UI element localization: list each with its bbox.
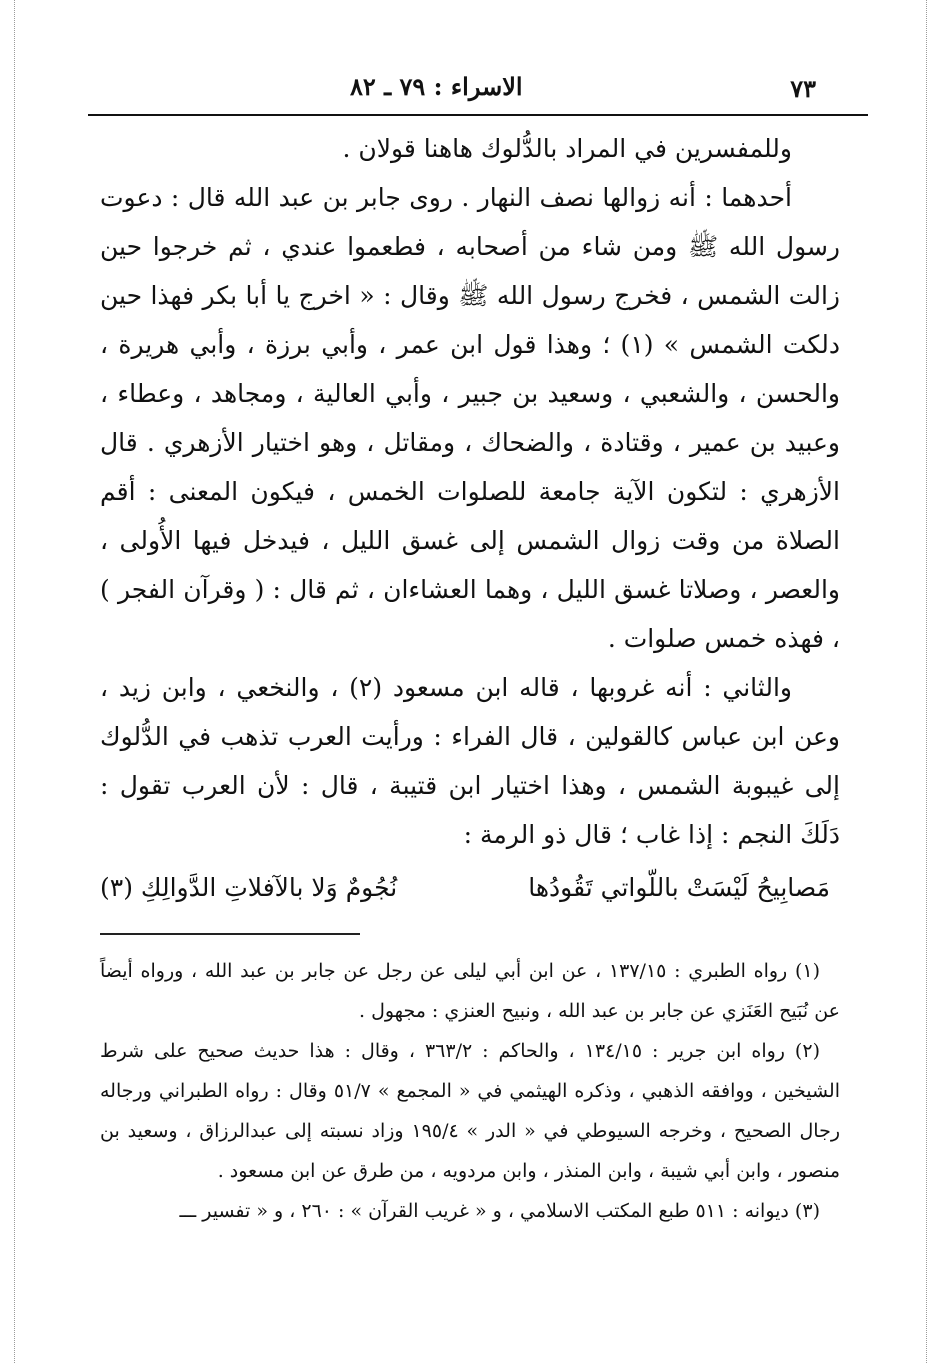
footnote-separator (100, 933, 360, 935)
footnote-separator-wrap (100, 933, 840, 935)
first-opinion-paragraph: أحدهما : أنه زوالها نصف النهار . روى جابر بن عبد الله قال : دعوت رسول الله ﷺ ومن شاء من أصحابه ، فطعموا عندي ، ثم خرجوا حين زالت الشمس ، فخرج رسول الله ﷺ وقال : « اخرج يا أبا بكر فهذا حين دلكت الشمس » (١) ؛ وهذا قول ابن عمر ، وأبي برزة ، وأبي هريرة ، والحسن ، والشعبي ، وسعيد بن جبير ، وأبي العالية ، ومجاهد ، وعطاء ، وعبيد بن عمير ، وقتادة ، والضحاك ، ومقاتل ، وهو اختيار الأزهري . قال الأزهري : لتكون الآية جامعة للصلوات الخمس ، فيكون المعنى : أقم الصلاة من وقت زوال الشمس إلى غسق الليل ، فيدخل فيها الأُولى ، والعصر ، وصلاتا غسق الليل ، وهما العشاءان ، ثم قال : ( وقرآن الفجر ) ، فهذه خمس صلوات . (100, 183, 840, 653)
poem-verse (100, 861, 840, 915)
poem-hemistich-second: نُجُومٌ وَلا بالآفلاتِ الدَّوالِكِ (٣) (100, 873, 398, 902)
page-number: ٧٣ (790, 74, 816, 103)
running-title: الاسراء : ٧٩ ـ ٨٢ (350, 72, 523, 101)
intro-paragraph: وللمفسرين في المراد بالدُّلوك هاهنا قولان . (342, 134, 792, 163)
footnote-2: (٢) رواه ابن جرير : ١٣٤/١٥ ، والحاكم : ٣٦٣/٢ ، وقال : هذا حديث صحيح على شرط الشيخين ، ووافقه الذهبي ، وذكره الهيثمي في « المجمع » ٥١/٧ وقال : رواه الطبراني ورجاله رجال الصحيح ، وخرجه السيوطي في « الدر » ١٩٥/٤ وزاد نسبته إلى عبدالرزاق ، وسعيد بن منصور ، وابن أبي شيبة ، وابن المنذر ، وابن مردويه ، من طرق عن ابن مسعود . (100, 1040, 841, 1182)
footnote-1: (١) رواه الطبري : ١٣٧/١٥ ، عن ابن أبي ليلى عن رجل عن جابر بن عبد الله ، ورواه أيضاً عن نُبَيح العَنَزي عن جابر بن عبد الله ، ونبيح العنزي : مجهول . (100, 960, 840, 1022)
second-opinion-paragraph: والثاني : أنه غروبها ، قاله ابن مسعود (٢) ، والنخعي ، وابن زيد ، وعن ابن عباس كالقولين ، قال الفراء : ورأيت العرب تذهب في الدُّلوك إلى غيبوبة الشمس ، وهذا اختيار ابن قتيبة ، قال : لأن العرب تقول : دَلَكَ النجم : إذا غاب ؛ قال ذو الرمة : (100, 673, 840, 849)
left-dotted-border (14, 0, 15, 1363)
right-dotted-border (926, 0, 927, 1363)
footnote-3: (٣) ديوانه : ٥١١ طبع المكتب الاسلامي ، و « غريب القرآن » : ٢٦٠ ، و « تفسير ـــ (179, 1200, 820, 1222)
page-header (100, 60, 840, 114)
footnotes (100, 951, 840, 1231)
poem-hemistich-first: مَصابِيحُ لَيْسَتْ باللّواتي تَقُودُها (528, 873, 830, 902)
header-rule (88, 114, 868, 116)
book-page (100, 60, 840, 1231)
main-text (100, 124, 840, 859)
